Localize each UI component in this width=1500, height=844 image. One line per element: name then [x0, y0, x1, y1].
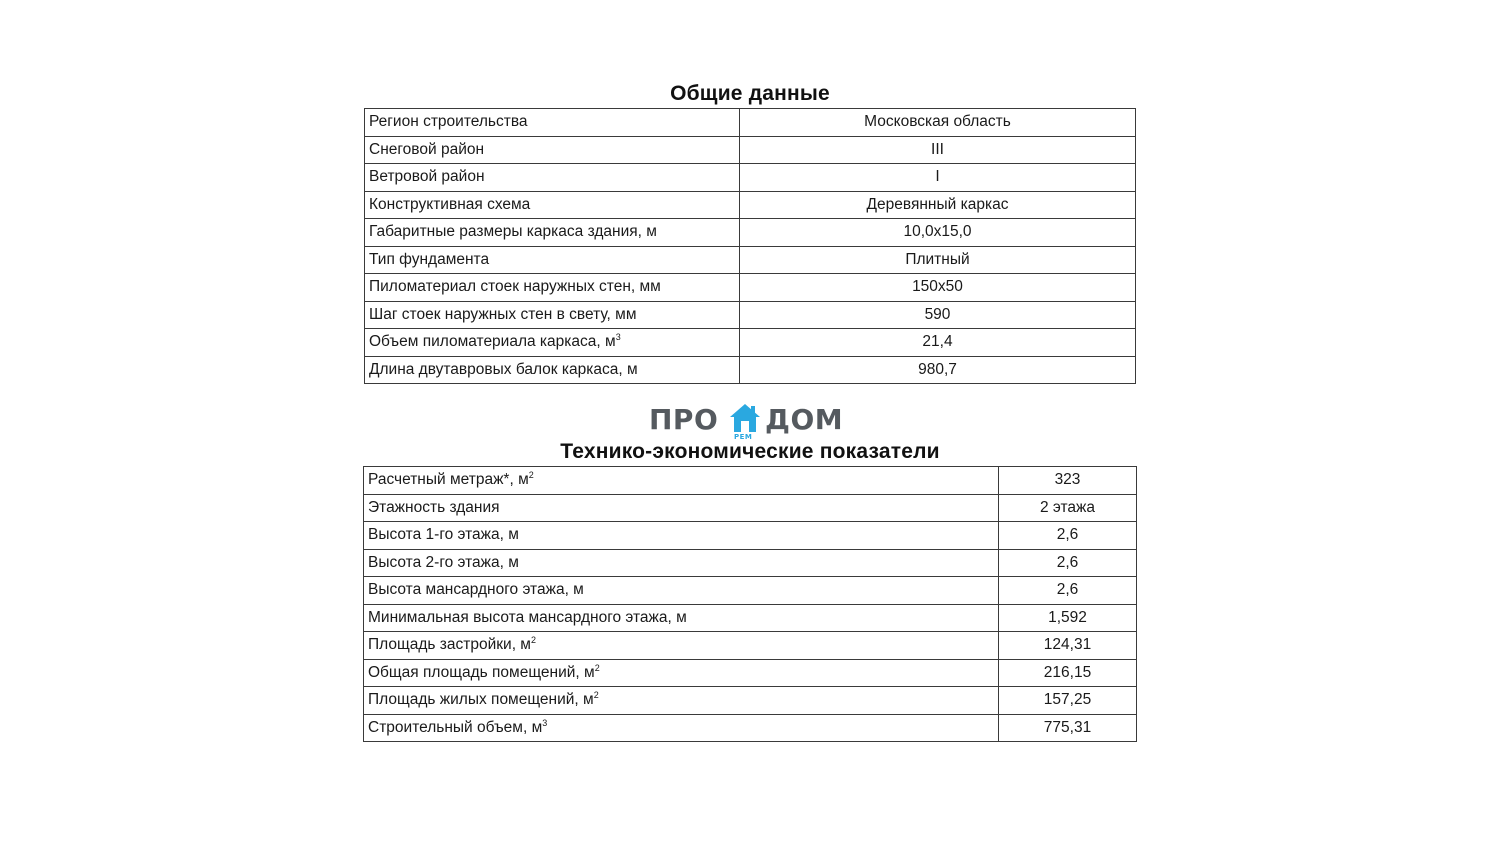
- row-label-text: Тип фундамента: [369, 250, 490, 268]
- row-label: [365, 246, 740, 274]
- row-label: [365, 219, 740, 247]
- house-icon: [728, 402, 762, 436]
- row-label: [364, 549, 999, 577]
- row-label-text: Снеговой район: [369, 140, 485, 158]
- row-value: III: [740, 136, 1136, 164]
- table-row: [364, 632, 1137, 660]
- prodom-logo: [640, 400, 860, 442]
- row-value: 980,7: [740, 356, 1136, 384]
- unit-exponent: 3: [615, 332, 621, 343]
- unit-exponent: 2: [530, 635, 536, 646]
- row-value: I: [740, 164, 1136, 192]
- row-value: 1,592: [999, 604, 1137, 632]
- row-value: 2,6: [999, 577, 1137, 605]
- row-label-text: Площадь застройки, м: [368, 636, 531, 654]
- table-row: [365, 109, 1136, 137]
- row-value: 590: [740, 301, 1136, 329]
- table-row: [365, 246, 1136, 274]
- row-label-text: Строительный объем, м: [368, 718, 543, 736]
- row-label: [364, 577, 999, 605]
- table-row: [364, 467, 1137, 495]
- table-row: [365, 219, 1136, 247]
- row-label: [364, 632, 999, 660]
- row-label: [365, 301, 740, 329]
- row-label: [365, 274, 740, 302]
- table-row: [364, 714, 1137, 742]
- unit-exponent: 2: [528, 470, 534, 481]
- table-row: [365, 191, 1136, 219]
- row-label-text: Высота 1-го этажа, м: [368, 526, 519, 544]
- row-label-text: Высота 2-го этажа, м: [368, 553, 519, 571]
- row-value: 2,6: [999, 522, 1137, 550]
- table-row: [364, 494, 1137, 522]
- row-label: [365, 164, 740, 192]
- row-label-text: Высота мансардного этажа, м: [368, 581, 584, 599]
- row-label: [365, 109, 740, 137]
- row-value: Московская область: [740, 109, 1136, 137]
- row-value: 216,15: [999, 659, 1137, 687]
- logo-text-right: ДОМ: [765, 403, 844, 436]
- row-value: 124,31: [999, 632, 1137, 660]
- row-label: [365, 136, 740, 164]
- row-label-text: Регион строительства: [369, 113, 528, 131]
- tech-indicators-title: Технико-экономические показатели: [560, 440, 940, 463]
- row-label-text: Длина двутавровых балок каркаса, м: [369, 360, 638, 378]
- table-row: [365, 329, 1136, 357]
- row-value: 150х50: [740, 274, 1136, 302]
- row-value: 157,25: [999, 687, 1137, 715]
- general-data-rows: [365, 109, 1136, 384]
- row-value: 21,4: [740, 329, 1136, 357]
- unit-exponent: 2: [594, 662, 600, 673]
- table-row: [364, 549, 1137, 577]
- row-value: Деревянный каркас: [740, 191, 1136, 219]
- table-row: [365, 136, 1136, 164]
- row-value: 10,0х15,0: [740, 219, 1136, 247]
- row-label-text: Этажность здания: [368, 498, 500, 516]
- table-row: [364, 604, 1137, 632]
- row-label-text: Габаритные размеры каркаса здания, м: [369, 223, 657, 241]
- row-label-text: Минимальная высота мансардного этажа, м: [368, 608, 687, 626]
- row-value: 323: [999, 467, 1137, 495]
- general-data-title: Общие данные: [670, 82, 830, 105]
- row-value: 2,6: [999, 549, 1137, 577]
- table-row: [365, 164, 1136, 192]
- table-row: [364, 522, 1137, 550]
- row-label: [364, 687, 999, 715]
- row-label-text: Шаг стоек наружных стен в свету, мм: [369, 305, 637, 323]
- unit-exponent: 2: [593, 690, 599, 701]
- table-row: [365, 301, 1136, 329]
- row-label-text: Объем пиломатериала каркаса, м: [369, 333, 616, 351]
- row-label: [364, 604, 999, 632]
- row-label-text: Расчетный метраж*, м: [368, 471, 529, 489]
- row-label: [365, 356, 740, 384]
- row-value: 775,31: [999, 714, 1137, 742]
- table-row: [364, 577, 1137, 605]
- row-label-text: Площадь жилых помещений, м: [368, 691, 594, 709]
- row-label: [364, 714, 999, 742]
- logo-subtext: РЕМ: [734, 433, 753, 441]
- row-value: 2 этажа: [999, 494, 1137, 522]
- row-label-text: Конструктивная схема: [369, 195, 531, 213]
- table-row: [365, 274, 1136, 302]
- row-label: [364, 467, 999, 495]
- table-row: [364, 659, 1137, 687]
- row-label-text: Общая площадь помещений, м: [368, 663, 595, 681]
- table-row: [364, 687, 1137, 715]
- tech-indicators-rows: [364, 467, 1137, 742]
- general-data-table: [364, 108, 1136, 384]
- table-row: [365, 356, 1136, 384]
- row-value: Плитный: [740, 246, 1136, 274]
- row-label-text: Ветровой район: [369, 168, 485, 186]
- row-label: [364, 522, 999, 550]
- tech-indicators-table: [363, 466, 1137, 742]
- row-label: [365, 329, 740, 357]
- unit-exponent: 3: [542, 717, 548, 728]
- row-label: [365, 191, 740, 219]
- row-label: [364, 659, 999, 687]
- row-label: [364, 494, 999, 522]
- row-label-text: Пиломатериал стоек наружных стен, мм: [369, 278, 661, 296]
- logo-text-left: ПРО: [649, 403, 719, 436]
